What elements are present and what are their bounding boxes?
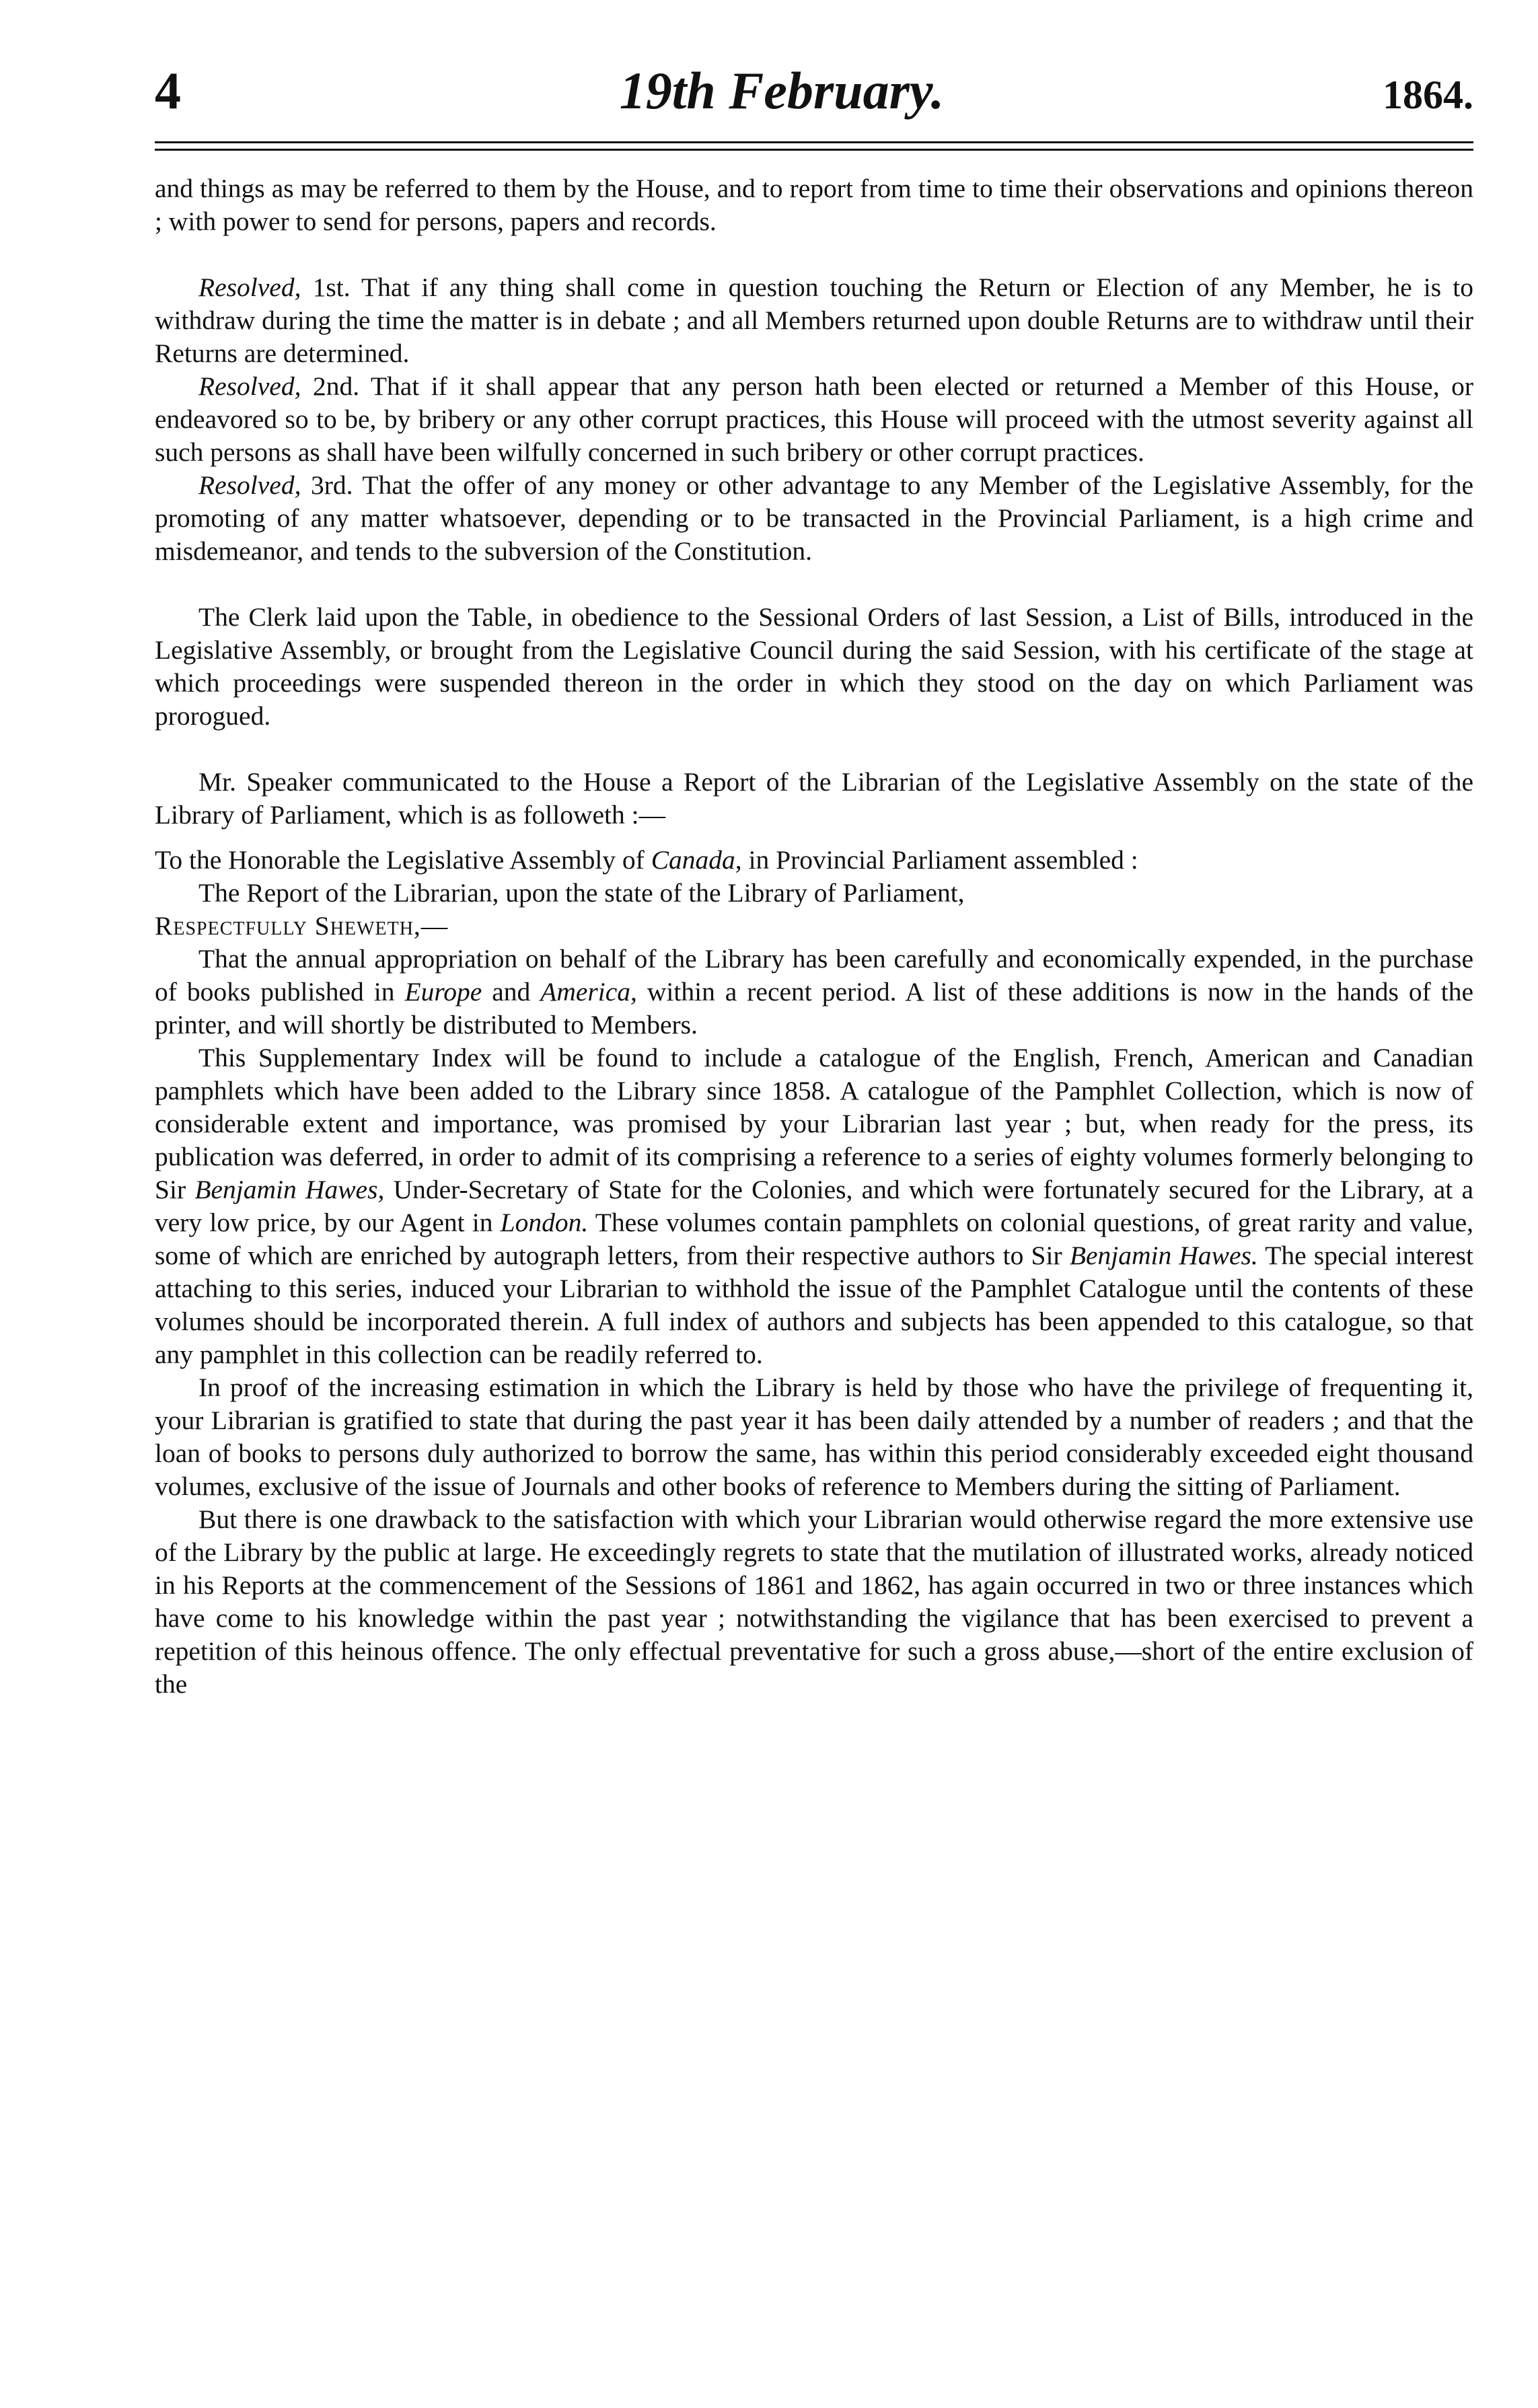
paragraph-drawback: But there is one drawback to the satisfaction with which your Librarian would otherwise regard the more extensive use of the Library by the public at large. He exceedingly regrets to state that the mutilation of illustrated works, already noticed in his Reports at the commencement of the Sessions of 1861 and 1862, has again occurred in two or three instances which have come to his knowledge within the past year ; notwithstanding the vigilance that has been exercised to prevent a repetition of this heinous offence. The only effectual preventative for such a gross abuse,—short of the entire exclusion of the — [155, 1504, 1473, 1699]
report-title: The Report of the Librarian, upon the state of the Library of Parliament, — [198, 878, 965, 908]
resolution-second — [155, 370, 1473, 469]
paragraph-supplementary — [155, 1042, 1473, 1371]
resolved-label: Resolved, — [198, 371, 301, 401]
text-run: Under-Secretary of State for the Colonies, and which were fortunately secured for the Library, at a very low price, by our Agent in — [155, 1175, 1473, 1237]
resolution-third — [155, 469, 1473, 568]
text-run: This Supplementary Index will be found to include a catalogue of the English, French, American and Canadian pamphlets which have been added to the Library since 1858. A catalogue of the Pamphlet Collection, which is now of considerable extent and importance, was promised by your Librarian last year ; but, when ready for the press, its publication was deferred, in order to admit of its comprising a reference to a series of eighty volumes formerly belonging to Sir — [155, 1043, 1473, 1204]
year-heading: 1864. — [1382, 73, 1473, 117]
resolution-first — [155, 271, 1473, 370]
document-page — [155, 61, 1473, 1701]
paragraph-appropriation — [155, 943, 1473, 1042]
person-name: Benjamin Hawes. — [1069, 1241, 1258, 1270]
paragraph-continuation: and things as may be referred to them by the House, and to report from time to time their observations and opinions thereon ; with power to send for persons, papers and records. — [155, 174, 1473, 236]
paragraph-clerk: The Clerk laid upon the Table, in obedience to the Sessional Orders of last Session, a List of Bills, introduced in the Legislative Assembly, or brought from the Legislative Council during the said Session, with his certificate of the stage at which proceedings were suspended thereon in the order in which they stood on the day on which Parliament was prorogued. — [155, 602, 1473, 731]
resolution-text: 3rd. That the offer of any money or other advantage to any Member of the Legislative Assembly, for the promoting of any matter whatsoever, depending or to be transacted in the Provincial Parliament, is a high crime and misdemeanor, and tends to the subversion of the Constitution. — [155, 470, 1473, 566]
resolved-label: Resolved, — [198, 272, 301, 302]
text-run: The special interest attaching to this series, induced your Librarian to withhold the issue of the Pamphlet Catalogue until the contents of these volumes should be incorporated therein. A full index of authors and subjects has been appended to this catalogue, so that any pamphlet in this collection can be readily referred to. — [155, 1241, 1473, 1369]
paragraph-proof: In proof of the increasing estimation in which the Library is held by those who have the privilege of frequenting it, your Librarian is gratified to state that during the past year it has been daily attended by a number of readers ; and that the loan of books to persons duly authorized to borrow the same, has within this period considerably exceeded eight thousand volumes, exclusive of the issue of Journals and other books of reference to Members during the sitting of Parliament. — [155, 1373, 1473, 1501]
resolution-text: 1st. That if any thing shall come in question touching the Return or Election of any Member, he is to withdraw during the time the matter is in debate ; and all Members returned upon double Returns are to withdraw until their Returns are determined. — [155, 272, 1473, 368]
address-text-end: in Provincial Parliament assembled : — [741, 845, 1138, 875]
place-name: London. — [500, 1208, 589, 1237]
salutation: Respectfully Sheweth,— — [155, 911, 449, 941]
header-rule-double — [155, 149, 1473, 151]
page-header — [155, 61, 1473, 141]
header-rule — [155, 141, 1473, 143]
text-run: within a recent period. A list of these additions is now in the hands of the printer, and will shortly be distributed to Members. — [155, 977, 1473, 1039]
address-place: Canada, — [651, 845, 742, 875]
paragraph-speaker: Mr. Speaker communicated to the House a Report of the Librarian of the Legislative Assembly on the state of the Library of Parliament, which is as followeth :— — [155, 767, 1473, 830]
resolution-text: 2nd. That if it shall appear that any person hath been elected or returned a Member of this House, or endeavored so to be, by bribery or any other corrupt practices, this House will proceed with the utmost severity against all such persons as shall have been wilfully concerned in such bribery or other corrupt practices. — [155, 371, 1473, 467]
address-line — [155, 844, 1473, 877]
address-text: To the Honorable the Legislative Assembly of — [155, 845, 651, 875]
place-name: Europe — [404, 977, 482, 1007]
place-name: America, — [540, 977, 637, 1007]
page-number: 4 — [155, 61, 181, 120]
text-run: That the annual appropriation on behalf of the Library has been carefully and economically expended, in the purchase of books published in — [155, 944, 1473, 1007]
text-run: These volumes contain pamphlets on colonial questions, of great rarity and value, some of which are enriched by autograph letters, from their respective authors to Sir — [155, 1208, 1473, 1270]
resolved-label: Resolved, — [198, 470, 301, 500]
date-heading: 19th February. — [619, 61, 945, 120]
person-name: Benjamin Hawes, — [194, 1175, 385, 1204]
text-run: and — [482, 977, 541, 1007]
